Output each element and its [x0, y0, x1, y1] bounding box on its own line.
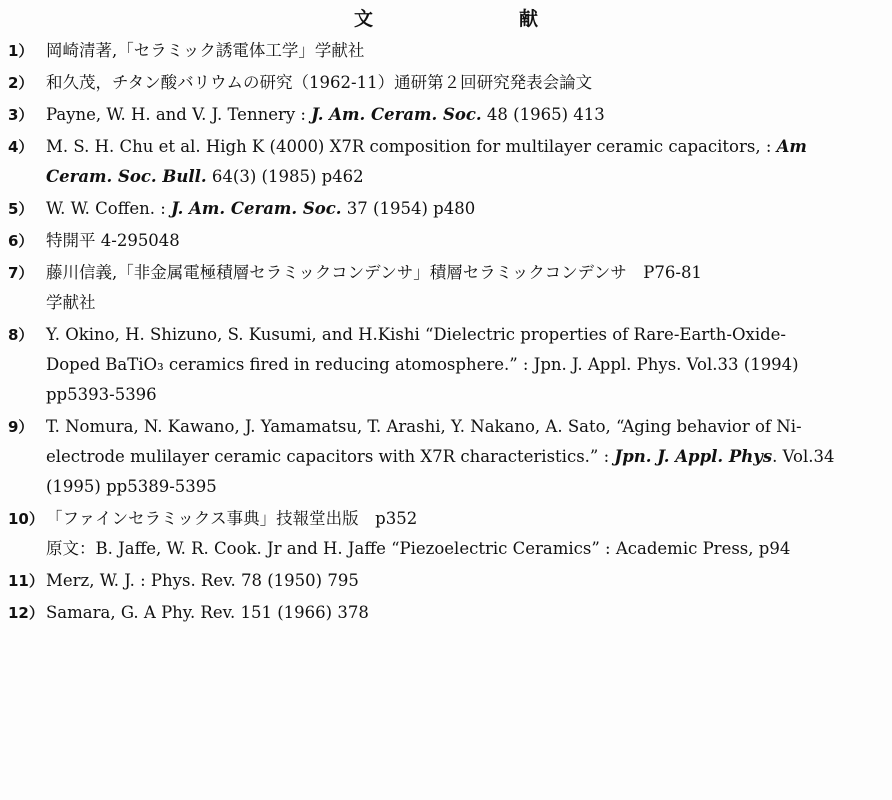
reference-item [8, 320, 884, 410]
reference-line [46, 350, 884, 380]
reference-text [46, 320, 884, 410]
reference-item [8, 194, 884, 224]
reference-text [46, 132, 884, 192]
reference-text [46, 598, 884, 628]
reference-segment: 特開平 4-295048 [46, 231, 180, 250]
reference-number: 3） [8, 106, 34, 124]
reference-text [46, 566, 884, 596]
reference-item [8, 100, 884, 130]
reference-line [46, 412, 884, 442]
reference-number: 1） [8, 42, 34, 60]
reference-text [46, 412, 884, 502]
reference-item [8, 598, 884, 628]
reference-text [46, 68, 884, 98]
reference-segment: (1995) pp5389-5395 [46, 477, 217, 496]
reference-line [46, 162, 884, 192]
reference-number: 10） [8, 510, 44, 528]
reference-segment: electrode mulilayer ceramic capacitors with X7R characteristics.” : [46, 447, 615, 466]
reference-segment: Samara, G. A Phy. Rev. 151 (1966) 378 [46, 603, 369, 622]
reference-list [8, 36, 884, 630]
reference-text [46, 226, 884, 256]
reference-segment: pp5393-5396 [46, 385, 157, 404]
reference-line [46, 504, 884, 534]
reference-text [46, 100, 884, 130]
reference-item [8, 504, 884, 564]
reference-line [46, 100, 884, 130]
reference-segment: Y. Okino, H. Shizuno, S. Kusumi, and H.Kishi “Dielectric properties of Rare-Earth-Oxide- [46, 325, 787, 344]
page-title: 文 献 [353, 8, 574, 30]
journal-name: J. Am. Ceram. Soc. [311, 105, 482, 124]
reference-line [46, 132, 884, 162]
reference-segment: 48 (1965) 413 [481, 105, 605, 124]
reference-item [8, 36, 884, 66]
reference-item [8, 226, 884, 256]
reference-segment: 64(3) (1985) p462 [206, 167, 364, 186]
journal-name: J. Am. Ceram. Soc. [171, 199, 342, 218]
reference-line [46, 442, 884, 472]
reference-number: 5） [8, 200, 34, 218]
reference-item [8, 412, 884, 502]
journal-name: Ceram. Soc. Bull. [46, 167, 207, 186]
reference-text [46, 258, 884, 318]
reference-number: 2） [8, 74, 34, 92]
reference-text [46, 504, 884, 564]
reference-number: 12） [8, 604, 44, 622]
reference-line [46, 380, 884, 410]
reference-number: 4） [8, 138, 34, 156]
reference-line [46, 472, 884, 502]
reference-line [46, 598, 884, 628]
reference-item [8, 132, 884, 192]
reference-segment: 37 (1954) p480 [341, 199, 476, 218]
journal-name: Jpn. J. Appl. Phys [614, 447, 773, 466]
reference-number: 11） [8, 572, 44, 590]
reference-segment: Doped BaTiO₃ ceramics fired in reducing atomosphere.” : Jpn. J. Appl. Phys. Vol.33 (1994) [46, 355, 799, 374]
reference-segment: M. S. H. Chu et al. High K (4000) X7R composition for multilayer ceramic capacitors, : [46, 137, 777, 156]
reference-line [46, 534, 884, 564]
reference-line [46, 194, 884, 224]
reference-number: 6） [8, 232, 34, 250]
reference-item [8, 566, 884, 596]
reference-line [46, 68, 884, 98]
journal-name: Am [776, 137, 807, 156]
reference-segment: Merz, W. J. : Phys. Rev. 78 (1950) 795 [46, 571, 359, 590]
reference-segment: T. Nomura, N. Kawano, J. Yamamatsu, T. Arashi, Y. Nakano, A. Sato, “Aging behavior of Ni- [46, 417, 802, 436]
reference-item [8, 258, 884, 318]
reference-segment: 「ファインセラミックス事典」技報堂出版 p352 [46, 509, 418, 528]
reference-number: 7） [8, 264, 34, 282]
reference-line [46, 320, 884, 350]
reference-number: 9） [8, 418, 34, 436]
reference-segment: 和久茂，チタン酸バリウムの研究（1962-11）通研第２回研究発表会論文 [46, 73, 593, 92]
reference-segment: 学献社 [46, 293, 96, 312]
reference-segment: Payne, W. H. and V. J. Tennery : [46, 105, 312, 124]
reference-segment: 原文：B. Jaffe, W. R. Cook. Jr and H. Jaffe “Piezoelectric Ceramics” : Academic Press, p94 [46, 539, 791, 558]
reference-number: 8） [8, 326, 34, 344]
reference-text [46, 194, 884, 224]
reference-line [46, 288, 884, 318]
reference-line [46, 258, 884, 288]
reference-segment: W. W. Coffen. : [46, 199, 172, 218]
reference-item [8, 68, 884, 98]
reference-line [46, 226, 884, 256]
reference-text [46, 36, 884, 66]
reference-segment: . Vol.34 [772, 447, 835, 466]
reference-line [46, 36, 884, 66]
reference-line [46, 566, 884, 596]
reference-segment: 岡崎清著,「セラミック誘電体工学」学献社 [46, 41, 365, 60]
reference-segment: 藤川信義,「非金属電極積層セラミックコンデンサ」積層セラミックコンデンサ P76-81 [46, 263, 702, 282]
